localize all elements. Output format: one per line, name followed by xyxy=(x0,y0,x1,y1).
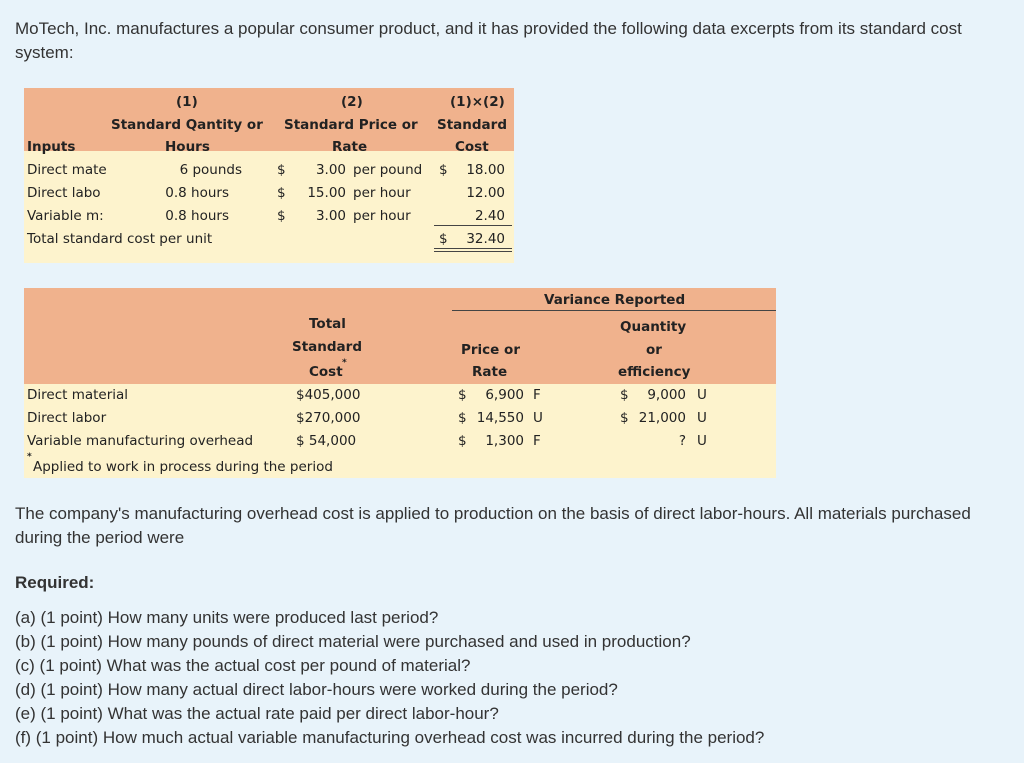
variance-row-price-flag: F xyxy=(533,433,541,449)
question-f: (f) (1 point) How much actual variable manufacturing overhead cost was incurred during the period? xyxy=(15,728,765,747)
row-unit: per hour xyxy=(353,208,411,224)
variance-row-qty: 9,000 xyxy=(647,387,686,403)
variance-row-price-currency: $ xyxy=(458,410,467,426)
col3-line1: Standard xyxy=(437,117,507,133)
quantity-header-l3: efficiency xyxy=(618,364,691,380)
variance-row-price: 14,550 xyxy=(476,410,524,426)
variance-row-label: Variable manufacturing overhead xyxy=(27,433,254,449)
col1-number: (1) xyxy=(176,94,198,110)
col2-line1: Standard Price or xyxy=(284,117,418,133)
variance-row-qty-flag: U xyxy=(697,433,707,449)
required-heading: Required: xyxy=(15,573,95,592)
total-currency: $ xyxy=(439,231,448,247)
question-e: (e) (1 point) What was the actual rate paid per direct labor-hour? xyxy=(15,704,499,723)
total-double-rule-1 xyxy=(434,248,512,249)
variance-table xyxy=(24,288,776,478)
variance-row-price: 1,300 xyxy=(485,433,524,449)
row-unit: per pound xyxy=(353,162,423,178)
total-label: Total standard cost per unit xyxy=(27,231,213,247)
row-qty: 0.8 hours xyxy=(165,208,229,224)
variance-row-qty-flag: U xyxy=(697,387,707,403)
row-currency: $ xyxy=(277,208,286,224)
row-cost-currency: $ xyxy=(439,162,448,178)
footnote-text: Applied to work in process during the period xyxy=(33,459,333,475)
total-header-star: * xyxy=(342,358,347,368)
variance-row-price-currency: $ xyxy=(458,387,467,403)
footnote-star: * xyxy=(27,452,32,462)
col3-number: (1)×(2) xyxy=(450,94,505,110)
variance-row-qty-currency: $ xyxy=(620,387,629,403)
variance-row-price-flag: F xyxy=(533,387,541,403)
variance-row-qty: 21,000 xyxy=(638,410,686,426)
row-currency: $ xyxy=(277,185,286,201)
row-cost: 12.00 xyxy=(466,185,505,201)
col3-line2: Cost xyxy=(455,139,489,155)
price-header-l1: Price or xyxy=(461,342,520,358)
col2-line2: Rate xyxy=(332,139,368,155)
question-d: (d) (1 point) How many actual direct labor-hours were worked during the period? xyxy=(15,680,618,699)
row-price: 15.00 xyxy=(307,185,346,201)
quantity-header-l1: Quantity xyxy=(620,319,687,335)
row-cost: 18.00 xyxy=(466,162,505,178)
total-double-rule-2 xyxy=(434,251,512,252)
variance-row-price: 6,900 xyxy=(485,387,524,403)
variance-row-qty-flag: U xyxy=(697,410,707,426)
col1-line2: Hours xyxy=(165,139,210,155)
row-currency: $ xyxy=(277,162,286,178)
variance-row-label: Direct labor xyxy=(27,410,107,426)
question-a: (a) (1 point) How many units were produced last period? xyxy=(15,608,439,627)
row-label: Direct labo xyxy=(27,185,101,201)
col1-line1: Standard Qantity or xyxy=(111,117,263,133)
inputs-heading: Inputs xyxy=(27,139,76,155)
variance-row-total: $270,000 xyxy=(296,410,361,426)
row-price: 3.00 xyxy=(315,208,346,224)
quantity-header-l2: or xyxy=(646,342,662,358)
variance-row-qty-currency: $ xyxy=(620,410,629,426)
intro-paragraph: MoTech, Inc. manufactures a popular consumer product, and it has provided the following data excerpts from its standard cost system: xyxy=(15,19,962,62)
row-price: 3.00 xyxy=(315,162,346,178)
total-value: 32.40 xyxy=(466,231,505,247)
variance-row-label: Direct material xyxy=(27,387,129,403)
row-unit: per hour xyxy=(353,185,411,201)
price-header-l2: Rate xyxy=(472,364,508,380)
subtotal-rule xyxy=(434,225,512,226)
standard-cost-table xyxy=(24,88,514,263)
variance-heading-rule xyxy=(452,310,776,311)
question-b: (b) (1 point) How many pounds of direct material were purchased and used in production? xyxy=(15,632,691,651)
variance-row-price-flag: U xyxy=(533,410,543,426)
allocation-paragraph: The company's manufacturing overhead cost is applied to production on the basis of direct labor-hours. All materials purchased during the period were xyxy=(15,504,971,547)
col2-number: (2) xyxy=(341,94,363,110)
total-header-l3: Cost xyxy=(309,364,343,380)
row-cost: 2.40 xyxy=(474,208,505,224)
variance-row-qty: ? xyxy=(678,433,686,449)
row-qty: 0.8 hours xyxy=(165,185,229,201)
row-qty: 6 pounds xyxy=(179,162,242,178)
variance-row-total: $405,000 xyxy=(296,387,361,403)
variance-row-price-currency: $ xyxy=(458,433,467,449)
variance-row-total: $ 54,000 xyxy=(296,433,357,449)
total-header-l2: Standard xyxy=(292,339,362,355)
row-label: Direct mate xyxy=(27,162,107,178)
question-c: (c) (1 point) What was the actual cost per pound of material? xyxy=(15,656,471,675)
variance-reported-heading: Variance Reported xyxy=(544,292,686,308)
total-header-l1: Total xyxy=(309,316,346,332)
row-label: Variable m: xyxy=(27,208,104,224)
